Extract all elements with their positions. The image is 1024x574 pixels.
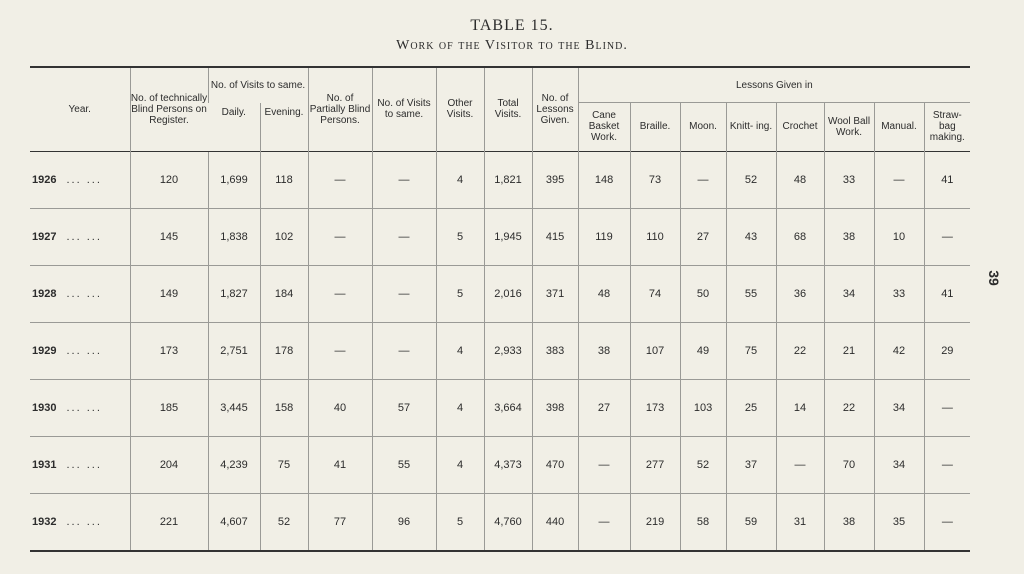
table-cell: 52 — [680, 436, 726, 493]
table-cell: 70 — [824, 436, 874, 493]
table-cell: 40 — [308, 379, 372, 436]
table-cell: — — [308, 208, 372, 265]
table-cell: 2,933 — [484, 322, 532, 379]
table-cell: 27 — [680, 208, 726, 265]
table-cell: 4 — [436, 151, 484, 208]
table-cell: 398 — [532, 379, 578, 436]
table-cell: 33 — [874, 265, 924, 322]
table-cell: 75 — [726, 322, 776, 379]
table-cell: 73 — [630, 151, 680, 208]
header-moon: Moon. — [680, 103, 726, 152]
table-cell: 145 — [130, 208, 208, 265]
table-cell: 178 — [260, 322, 308, 379]
table-cell: 34 — [874, 379, 924, 436]
table-cell: 75 — [260, 436, 308, 493]
table-cell: 120 — [130, 151, 208, 208]
table-cell: 10 — [874, 208, 924, 265]
visitor-work-table — [30, 66, 970, 552]
table-cell: — — [874, 151, 924, 208]
table-cell: 118 — [260, 151, 308, 208]
table-cell: 34 — [824, 265, 874, 322]
leader-dots: ... ... — [66, 515, 102, 528]
table-cell: — — [308, 151, 372, 208]
table-cell: 52 — [260, 493, 308, 551]
table-cell: 148 — [578, 151, 630, 208]
table-cell: 4 — [436, 322, 484, 379]
table-cell: 48 — [578, 265, 630, 322]
table-cell: 119 — [578, 208, 630, 265]
year-value: 1929 — [32, 344, 57, 357]
year-value: 1926 — [32, 173, 57, 186]
table-cell: 55 — [726, 265, 776, 322]
table-row — [30, 265, 970, 322]
year-cell — [30, 208, 130, 265]
table-cell: — — [308, 322, 372, 379]
header-daily: Daily. — [221, 106, 246, 118]
table-cell: 3,445 — [208, 379, 260, 436]
table-cell: — — [776, 436, 824, 493]
table-cell: 173 — [130, 322, 208, 379]
table-cell: — — [924, 379, 970, 436]
year-value: 1927 — [32, 230, 57, 243]
leader-dots: ... ... — [66, 230, 102, 243]
table-cell: 184 — [260, 265, 308, 322]
table-cell: 1,838 — [208, 208, 260, 265]
year-cell — [30, 265, 130, 322]
table-cell: 371 — [532, 265, 578, 322]
table-row — [30, 322, 970, 379]
table-cell: 59 — [726, 493, 776, 551]
year-cell — [30, 379, 130, 436]
table-cell: 55 — [372, 436, 436, 493]
table-cell: 37 — [726, 436, 776, 493]
leader-dots: ... ... — [66, 287, 102, 300]
table-cell: — — [578, 436, 630, 493]
year-cell — [30, 322, 130, 379]
table-row — [30, 493, 970, 551]
header-straw-bag: Straw- bag making. — [924, 103, 970, 152]
page-number: 39 — [986, 270, 1003, 286]
year-cell — [30, 151, 130, 208]
table-row — [30, 208, 970, 265]
header-wool-ball: Wool Ball Work. — [824, 103, 874, 152]
year-value: 1930 — [32, 401, 57, 414]
table-cell: 221 — [130, 493, 208, 551]
table-cell: 41 — [308, 436, 372, 493]
header-cane-basket: Cane Basket Work. — [578, 103, 630, 152]
header-knitting: Knitt- ing. — [726, 103, 776, 152]
table-cell: 38 — [578, 322, 630, 379]
table-cell: 22 — [824, 379, 874, 436]
table-cell: 43 — [726, 208, 776, 265]
table-cell: — — [680, 151, 726, 208]
table-cell: 219 — [630, 493, 680, 551]
header-visits-group: No. of Visits to same. — [208, 67, 308, 103]
table-cell: 68 — [776, 208, 824, 265]
table-cell: 42 — [874, 322, 924, 379]
table-cell: 50 — [680, 265, 726, 322]
table-cell: 27 — [578, 379, 630, 436]
table-cell: — — [308, 265, 372, 322]
table-cell: 38 — [824, 208, 874, 265]
table-cell: 96 — [372, 493, 436, 551]
year-value: 1931 — [32, 458, 57, 471]
table-row — [30, 151, 970, 208]
table-cell: — — [578, 493, 630, 551]
year-cell — [30, 493, 130, 551]
table-cell: 5 — [436, 265, 484, 322]
table-cell: — — [924, 493, 970, 551]
table-cell: 4,607 — [208, 493, 260, 551]
header-evening: Evening. — [260, 103, 308, 152]
table-cell: 41 — [924, 151, 970, 208]
table-cell: 470 — [532, 436, 578, 493]
table-cell: 107 — [630, 322, 680, 379]
table-cell: 383 — [532, 322, 578, 379]
table-cell: 22 — [776, 322, 824, 379]
table-cell: 4 — [436, 379, 484, 436]
table-row — [30, 379, 970, 436]
table-cell: 110 — [630, 208, 680, 265]
header-visits-to-same: No. of Visits to same. — [372, 67, 436, 151]
table-title: Work of the Visitor to the Blind. — [396, 38, 628, 53]
header-manual: Manual. — [874, 103, 924, 152]
header-crochet: Crochet — [776, 103, 824, 152]
table-cell: 173 — [630, 379, 680, 436]
table-cell: 158 — [260, 379, 308, 436]
table-cell: 29 — [924, 322, 970, 379]
table-cell: 204 — [130, 436, 208, 493]
table-cell: 34 — [874, 436, 924, 493]
header-lessons-given: No. of Lessons Given. — [532, 67, 578, 151]
table-cell: 31 — [776, 493, 824, 551]
table-cell: 415 — [532, 208, 578, 265]
header-registered: No. of technically Blind Persons on Register. — [130, 67, 208, 151]
table-cell: 2,751 — [208, 322, 260, 379]
table-cell: 149 — [130, 265, 208, 322]
table-cell: 48 — [776, 151, 824, 208]
table-cell: 49 — [680, 322, 726, 379]
table-cell: 38 — [824, 493, 874, 551]
header-lessons-group: Lessons Given in — [578, 67, 970, 103]
table-cell: — — [372, 151, 436, 208]
header-partially-blind: No. of Partially Blind Persons. — [308, 67, 372, 151]
table-cell: 35 — [874, 493, 924, 551]
table-cell: 36 — [776, 265, 824, 322]
table-cell: 1,699 — [208, 151, 260, 208]
table-cell: 5 — [436, 493, 484, 551]
leader-dots: ... ... — [66, 344, 102, 357]
table-cell: 1,821 — [484, 151, 532, 208]
table-cell: 25 — [726, 379, 776, 436]
leader-dots: ... ... — [66, 173, 102, 186]
table-cell: 185 — [130, 379, 208, 436]
table-cell: 74 — [630, 265, 680, 322]
table-cell: 14 — [776, 379, 824, 436]
table-cell: 440 — [532, 493, 578, 551]
table-cell: 52 — [726, 151, 776, 208]
table-cell: 3,664 — [484, 379, 532, 436]
table-cell: — — [372, 322, 436, 379]
table-cell: 102 — [260, 208, 308, 265]
table-cell: 1,827 — [208, 265, 260, 322]
table-cell: — — [372, 208, 436, 265]
table-cell: 58 — [680, 493, 726, 551]
header-year: Year. — [30, 67, 130, 151]
table-cell: 57 — [372, 379, 436, 436]
table-cell: — — [924, 208, 970, 265]
header-other-visits: Other Visits. — [436, 67, 484, 151]
table-cell: 4 — [436, 436, 484, 493]
header-total-visits: Total Visits. — [484, 67, 532, 151]
table-cell: 77 — [308, 493, 372, 551]
table-number: TABLE 15. — [470, 17, 554, 34]
table-cell: 21 — [824, 322, 874, 379]
year-cell — [30, 436, 130, 493]
table-cell: — — [924, 436, 970, 493]
table-cell: 4,239 — [208, 436, 260, 493]
leader-dots: ... ... — [66, 458, 102, 471]
table-cell: 103 — [680, 379, 726, 436]
leader-dots: ... ... — [66, 401, 102, 414]
table-cell: 5 — [436, 208, 484, 265]
table-cell: — — [372, 265, 436, 322]
table-cell: 33 — [824, 151, 874, 208]
year-value: 1932 — [32, 515, 57, 528]
table-cell: 1,945 — [484, 208, 532, 265]
table-cell: 4,373 — [484, 436, 532, 493]
table-cell: 277 — [630, 436, 680, 493]
table-cell: 395 — [532, 151, 578, 208]
table-cell: 2,016 — [484, 265, 532, 322]
table-row — [30, 436, 970, 493]
table-cell: 41 — [924, 265, 970, 322]
header-braille: Braille. — [630, 103, 680, 152]
year-value: 1928 — [32, 287, 57, 300]
table-cell: 4,760 — [484, 493, 532, 551]
